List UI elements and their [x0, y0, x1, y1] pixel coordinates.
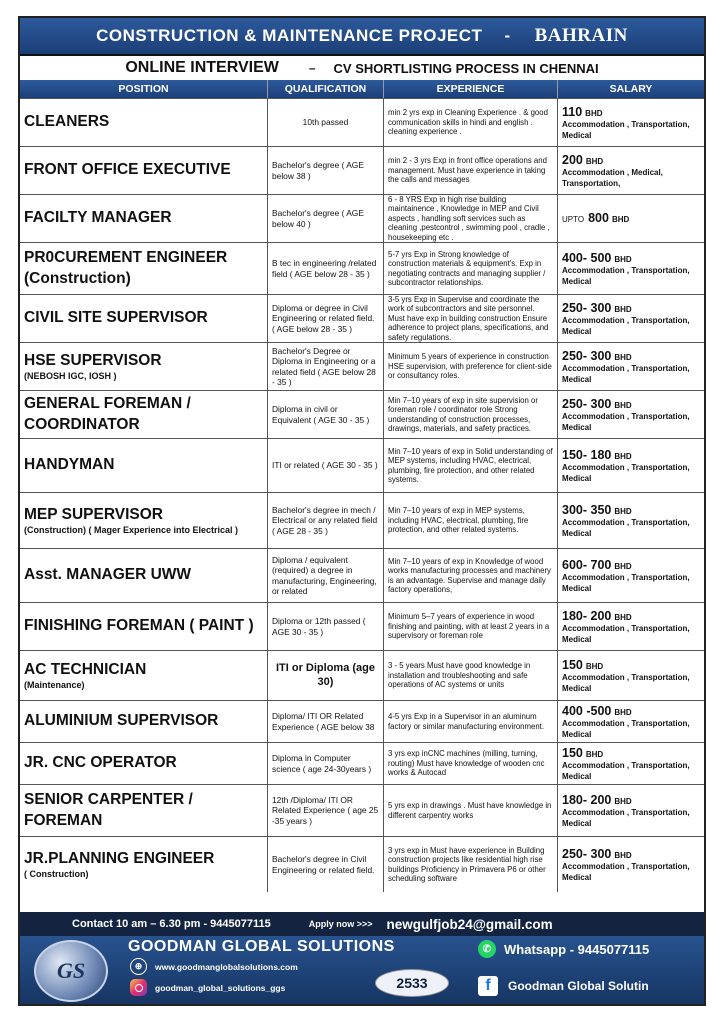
country-name: BAHRAIN — [534, 25, 628, 46]
salary-amount: 250- 300 — [562, 348, 612, 363]
position-cell — [20, 701, 268, 742]
table-row — [20, 650, 704, 700]
experience-cell: 5 yrs exp in drawings . Must have knowledge in different carpentry works — [384, 785, 558, 836]
salary-unit: BHD — [614, 561, 632, 571]
salary-cell — [558, 195, 704, 242]
salary-cell — [558, 651, 704, 700]
salary-cell — [558, 701, 704, 742]
table-row — [20, 700, 704, 742]
experience-cell: Min 7–10 years of exp in MEP systems, including HVAC, electrical, plumbing, fire protection, and other related systems. — [384, 493, 558, 548]
salary-unit: BHD — [585, 749, 604, 759]
salary-cell — [558, 391, 704, 438]
table-header — [20, 80, 704, 98]
position-cell — [20, 837, 268, 892]
salary-unit: BHD — [614, 400, 632, 410]
salary-cell — [558, 243, 704, 294]
position-note: ( Construction) — [24, 869, 89, 880]
qualification-cell: Diploma in civil or Equivalent ( AGE 30 - 35 ) — [268, 391, 384, 438]
position-title: FACILTY MANAGER — [24, 209, 172, 227]
salary-amount: 250- 300 — [562, 300, 612, 315]
footer — [20, 936, 704, 1004]
table-row — [20, 342, 704, 390]
table-row — [20, 98, 704, 146]
experience-cell: 6 - 8 YRS Exp in high rise building maintainence , Knowledge in MEP and Civil aspects , handling soft services such as cleaning ,pestcontrol , swimming pool , cradle , housekeeping etc . — [384, 195, 558, 242]
experience-cell: 3 - 5 years Must have good knowledge in installation and troubleshooting and safe operations of AC systems or units — [384, 651, 558, 700]
salary-cell — [558, 549, 704, 602]
subtitle-dash: – — [308, 61, 316, 75]
contact-email[interactable]: newgulfjob24@gmail.com — [386, 916, 553, 932]
position-title: AC TECHNICIAN — [24, 661, 147, 679]
position-title: CIVIL SITE SUPERVISOR — [24, 309, 208, 327]
salary-benefits: Accommodation , Medical, Transportation, — [562, 168, 663, 188]
experience-cell: 3 yrs exp in Must have experience in Building construction projects like residential high rise buildings Proficiency in Primavera P6 or other scheduling software — [384, 837, 558, 892]
poster-title: CONSTRUCTION & MAINTENANCE PROJECT — [96, 26, 483, 45]
experience-cell: 3-5 yrs Exp in Supervise and coordinate the work of subcontractors and site personnel. Must have exp in building construction Ensure adherence to project plans, specifications, and safety regulations. — [384, 295, 558, 342]
facebook-icon: f — [478, 976, 498, 996]
instagram-handle[interactable]: goodman_global_solutions_ggs — [155, 982, 286, 993]
salary-benefits: Accommodation , Transportation, Medical — [562, 673, 690, 693]
salary-unit: BHD — [611, 215, 630, 225]
position-title: PR0CUREMENT ENGINEER (Construction) — [24, 249, 228, 287]
salary-benefits: Accommodation , Transportation, Medical — [562, 761, 690, 781]
salary-amount: 200 — [562, 152, 583, 167]
experience-cell: Minimum 5 years of experience in construction HSE supervision, with preference for client-side or consultancy roles. — [384, 343, 558, 390]
table-row — [20, 492, 704, 548]
salary-amount: 110 — [562, 104, 583, 119]
salary-amount: 300- 350 — [562, 502, 612, 517]
salary-benefits: Accommodation , Transportation, Medical — [562, 120, 690, 140]
position-note: (Construction) ( Mager Experience into Electrical ) — [24, 525, 239, 536]
facebook-page[interactable]: Goodman Global Solutin — [508, 979, 649, 993]
experience-cell: min 2 yrs exp in Cleaning Experience . & good communication skills in hindi and english . cleaning experience . — [384, 99, 558, 146]
contact-bar — [20, 912, 704, 936]
position-cell — [20, 99, 268, 146]
qualification-cell: Diploma or degree in Civil Engineering or related field. ( AGE below 28 - 35 ) — [268, 295, 384, 342]
salary-benefits: Accommodation , Transportation, Medical — [562, 266, 690, 286]
salary-benefits: Accommodation , Transportation, Medical — [562, 412, 690, 432]
salary-amount: 800 — [588, 211, 609, 226]
qualification-cell: Diploma in Computer science ( age 24-30years ) — [268, 743, 384, 784]
salary-amount: 180- 200 — [562, 608, 612, 623]
position-cell — [20, 391, 268, 438]
qualification-cell: Bachelor's degree ( AGE below 40 ) — [268, 195, 384, 242]
salary-benefits: Accommodation , Transportation, Medical — [562, 364, 690, 384]
salary-cell — [558, 837, 704, 892]
salary-unit: BHD — [614, 352, 632, 362]
contact-hours: Contact 10 am – 6.30 pm - 9445077115 — [72, 918, 271, 930]
salary-benefits: Accommodation , Transportation, Medical — [562, 573, 690, 593]
position-title: MEP SUPERVISOR — [24, 506, 163, 524]
salary-benefits: Accommodation , Transportation, Medical — [562, 719, 690, 739]
table-row — [20, 602, 704, 650]
title-band — [20, 18, 704, 56]
salary-amount: 150 — [562, 745, 583, 760]
salary-amount: 250- 300 — [562, 846, 612, 861]
salary-amount: 250- 300 — [562, 396, 612, 411]
column-header-position: POSITION — [20, 80, 268, 98]
instagram-row[interactable] — [130, 979, 285, 996]
shortlisting-label: CV SHORTLISTING PROCESS IN CHENNAI — [333, 60, 599, 76]
salary-unit: BHD — [614, 451, 632, 461]
qualification-cell: Bachelor's Degree or Diploma in Engineering or a related field ( AGE below 28 - 35 ) — [268, 343, 384, 390]
position-cell — [20, 743, 268, 784]
position-title: FRONT OFFICE EXECUTIVE — [24, 161, 231, 179]
position-cell — [20, 785, 268, 836]
position-title: FINISHING FOREMAN ( PAINT ) — [24, 617, 254, 635]
salary-prefix: UPTO — [562, 215, 585, 225]
facebook-row[interactable] — [478, 976, 649, 996]
experience-cell: Minimum 5–7 years of experience in wood finishing and painting, with at least 2 years in a supervisory or foreman role — [384, 603, 558, 650]
experience-cell: 3 yrs exp inCNC machines (milling, turning, routing) Must have knowledge of wooden cnc works & Autocad — [384, 743, 558, 784]
qualification-cell: 12th /Diploma/ ITI OR Related Experience ( age 25 -35 years ) — [268, 785, 384, 836]
salary-unit: BHD — [614, 254, 632, 264]
salary-benefits: Accommodation , Transportation, Medical — [562, 518, 690, 538]
company-name: GOODMAN GLOBAL SOLUTIONS — [128, 938, 395, 955]
qualification-cell: ITI or related ( AGE 30 - 35 ) — [268, 439, 384, 492]
position-title: GENERAL FOREMAN / COORDINATOR — [24, 395, 191, 433]
website-row[interactable] — [130, 958, 298, 975]
job-poster — [18, 16, 706, 1006]
position-cell — [20, 147, 268, 194]
experience-cell: 4-5 yrs Exp in a Supervisor in an aluminum factory or similar manufacturing environment. — [384, 701, 558, 742]
position-title: SENIOR CARPENTER / FOREMAN — [24, 791, 193, 829]
table-row — [20, 390, 704, 438]
position-cell — [20, 295, 268, 342]
experience-cell: min 2 - 3 yrs Exp in front office operations and management. Must have experience in taking the calls and messages — [384, 147, 558, 194]
salary-unit: BHD — [585, 108, 603, 118]
salary-cell — [558, 99, 704, 146]
position-cell — [20, 651, 268, 700]
salary-amount: 180- 200 — [562, 792, 612, 807]
salary-benefits: Accommodation , Transportation, Medical — [562, 862, 690, 882]
salary-unit: BHD — [585, 661, 604, 671]
qualification-cell: B tec in engineering /related field ( AGE below 28 - 35 ) — [268, 243, 384, 294]
salary-amount: 150- 180 — [562, 447, 612, 462]
salary-cell — [558, 439, 704, 492]
position-cell — [20, 439, 268, 492]
salary-benefits: Accommodation , Transportation, Medical — [562, 463, 690, 483]
table-row — [20, 836, 704, 892]
qualification-cell: ITI or Diploma (age 30) — [268, 651, 384, 700]
position-note: (Maintenance) — [24, 680, 85, 691]
salary-amount: 400 -500 — [562, 703, 612, 718]
online-interview-label: ONLINE INTERVIEW — [125, 59, 279, 76]
salary-unit: BHD — [585, 156, 604, 166]
position-cell — [20, 549, 268, 602]
salary-benefits: Accommodation , Transportation, Medical — [562, 316, 690, 336]
table-row — [20, 548, 704, 602]
qualification-cell: Diploma/ ITI OR Related Experience ( AGE below 38 — [268, 701, 384, 742]
experience-cell: Min 7–10 years of exp in Solid understanding of MEP systems, including HVAC, electrical, plumbing, fire protection, and other related systems. — [384, 439, 558, 492]
table-row — [20, 146, 704, 194]
table-row — [20, 194, 704, 242]
column-header-experience: EXPERIENCE — [384, 80, 558, 98]
whatsapp-row[interactable] — [478, 940, 649, 958]
salary-unit: BHD — [614, 612, 632, 622]
table-row — [20, 242, 704, 294]
qualification-cell: Diploma or 12th passed ( AGE 30 - 35 ) — [268, 603, 384, 650]
salary-amount: 150 — [562, 657, 583, 672]
qualification-cell: 10th passed — [268, 99, 384, 146]
position-cell — [20, 243, 268, 294]
salary-cell — [558, 603, 704, 650]
salary-cell — [558, 295, 704, 342]
experience-cell: Min 7–10 years of exp in Knowledge of wood works manufacturing processes and machinery is an advantage. Supervise and manage daily factory operations, — [384, 549, 558, 602]
salary-cell — [558, 785, 704, 836]
ad-code-badge: 2533 — [375, 969, 449, 997]
position-cell — [20, 343, 268, 390]
website-link[interactable]: www.goodmanglobalsolutions.com — [155, 961, 298, 972]
subtitle-band — [20, 56, 704, 80]
table-row — [20, 784, 704, 836]
position-cell — [20, 603, 268, 650]
table-row — [20, 742, 704, 784]
company-logo — [34, 940, 108, 1002]
position-note: (NEBOSH IGC, IOSH ) — [24, 371, 117, 382]
instagram-icon — [130, 979, 147, 996]
whatsapp-icon: ✆ — [478, 940, 496, 958]
position-title: HSE SUPERVISOR — [24, 352, 162, 370]
salary-benefits: Accommodation , Transportation, Medical — [562, 624, 690, 644]
qualification-cell: Bachelor's degree in Civil Engineering or related field. — [268, 837, 384, 892]
column-header-qualification: QUALIFICATION — [268, 80, 384, 98]
experience-cell: Min 7–10 years of exp in site supervision or foreman role / coordinator role Strong understanding of construction processes, drawings, materials, and safety practices. — [384, 391, 558, 438]
column-header-salary: SALARY — [609, 83, 653, 95]
salary-unit: BHD — [614, 796, 632, 806]
salary-amount: 400- 500 — [562, 250, 612, 265]
position-title: ALUMINIUM SUPERVISOR — [24, 712, 219, 730]
salary-unit: BHD — [614, 850, 632, 860]
salary-cell — [558, 147, 704, 194]
salary-unit: BHD — [614, 506, 632, 516]
table-row — [20, 438, 704, 492]
position-title: Asst. MANAGER UWW — [24, 566, 192, 584]
logo-text: GS — [56, 958, 86, 983]
position-title: HANDYMAN — [24, 456, 115, 474]
experience-cell: 5-7 yrs Exp in Strong knowledge of construction materials & equipment's. Exp in negotiating contracts and managing supplier / subcontractor relationships. — [384, 243, 558, 294]
salary-unit: BHD — [614, 707, 632, 717]
position-title: CLEANERS — [24, 113, 110, 131]
position-cell — [20, 493, 268, 548]
position-cell — [20, 195, 268, 242]
position-title: JR. CNC OPERATOR — [24, 754, 177, 772]
salary-unit: BHD — [614, 304, 632, 314]
globe-icon: ⊕ — [130, 958, 147, 975]
whatsapp-number[interactable]: Whatsapp - 9445077115 — [504, 941, 650, 957]
qualification-cell: Diploma / equivalent (required) a degree in manufacturing, Engineering, or related — [268, 549, 384, 602]
salary-amount: 600- 700 — [562, 557, 612, 572]
salary-cell — [558, 743, 704, 784]
qualification-cell: Bachelor's degree ( AGE below 38 ) — [268, 147, 384, 194]
table-row — [20, 294, 704, 342]
jobs-table — [20, 98, 704, 892]
title-separator: - — [504, 26, 511, 45]
qualification-cell: Bachelor's degree in mech / Electrical or any related field ( AGE 28 - 35 ) — [268, 493, 384, 548]
salary-benefits: Accommodation , Transportation, Medical — [562, 808, 690, 828]
salary-cell — [558, 493, 704, 548]
position-title: JR.PLANNING ENGINEER — [24, 850, 215, 868]
salary-cell — [558, 343, 704, 390]
apply-now-label: Apply now >>> — [308, 919, 373, 929]
